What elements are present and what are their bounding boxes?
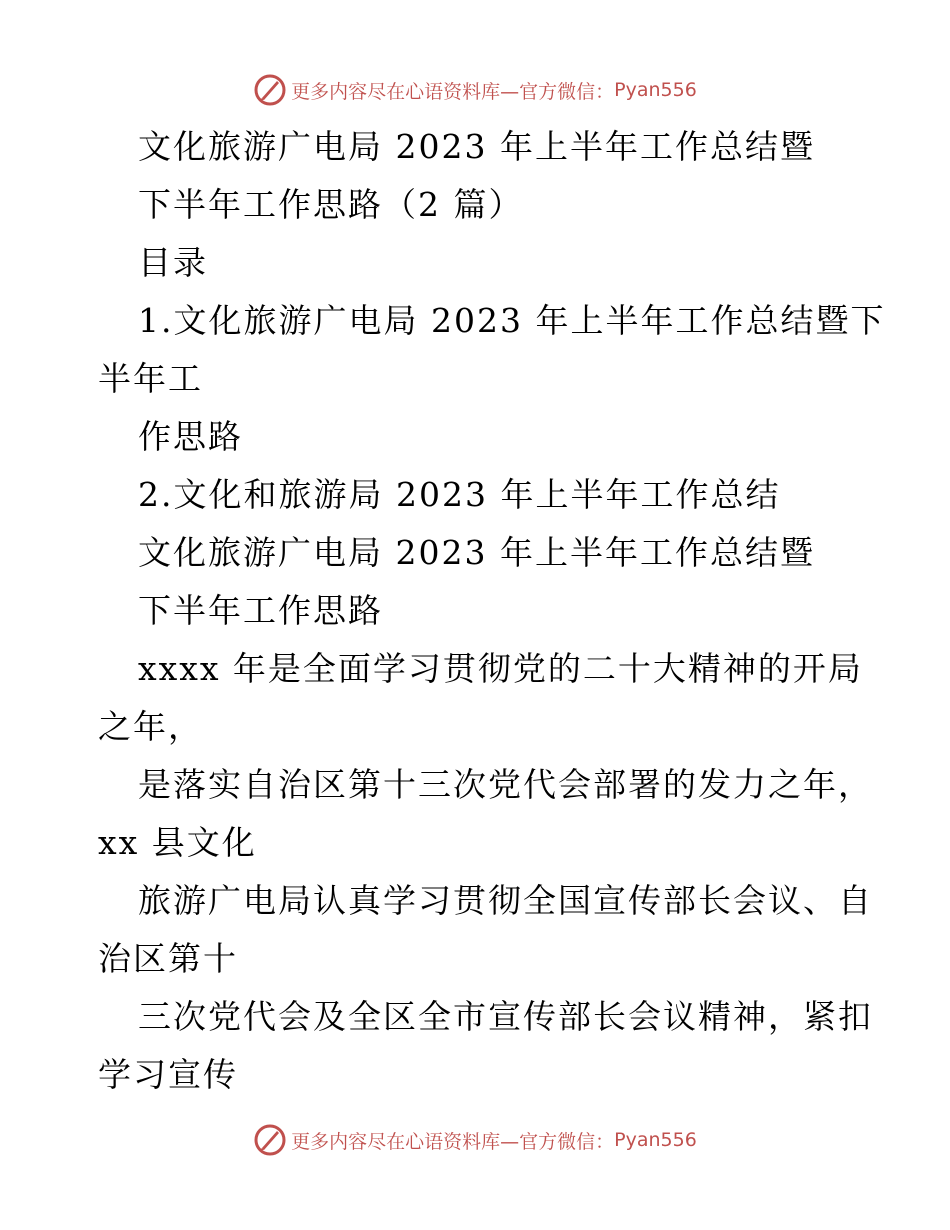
paragraph-line: 治区第十 — [98, 939, 238, 978]
toc-item-1-line-1: 1.文化旅游广电局 2023 年上半年工作总结暨下 — [138, 301, 886, 340]
toc-item-1-line-2: 半年工 — [98, 359, 203, 398]
title-line-2: 下半年工作思路（2 篇） — [138, 185, 524, 224]
quill-logo-icon — [253, 1123, 287, 1157]
toc-item-2: 2.文化和旅游局 2023 年上半年工作总结 — [138, 475, 781, 514]
section-title-line-1: 文化旅游广电局 2023 年上半年工作总结暨 — [138, 533, 815, 572]
paragraph-line: xx 县文化 — [98, 823, 257, 862]
paragraph-line: 学习宣传 — [98, 1055, 238, 1094]
paragraph-line: xxxx 年是全面学习贯彻党的二十大精神的开局 — [138, 649, 863, 688]
paragraph-line: 旅游广电局认真学习贯彻全国宣传部长会议、自 — [138, 881, 873, 920]
banner-text: 更多内容尽在心语资料库—官方微信： — [291, 80, 615, 103]
quill-logo-icon — [253, 73, 287, 107]
toc-item-1-line-3: 作思路 — [138, 417, 243, 456]
paragraph-line: 三次党代会及全区全市宣传部长会议精神，紧扣 — [138, 997, 873, 1036]
paragraph-line: 之年， — [98, 707, 203, 746]
paragraph-line: 是落实自治区第十三次党代会部署的发力之年， — [138, 765, 873, 804]
banner-wechat-id: Pyan556 — [614, 1129, 697, 1151]
header-watermark-banner — [0, 70, 950, 110]
section-title-line-2: 下半年工作思路 — [138, 591, 383, 630]
toc-heading: 目录 — [138, 243, 208, 282]
document-body — [98, 118, 886, 1104]
banner-text: 更多内容尽在心语资料库—官方微信： — [291, 1130, 615, 1153]
banner-wechat-id: Pyan556 — [614, 79, 697, 101]
footer-watermark-banner — [0, 1120, 950, 1160]
title-line-1: 文化旅游广电局 2023 年上半年工作总结暨 — [138, 127, 815, 166]
